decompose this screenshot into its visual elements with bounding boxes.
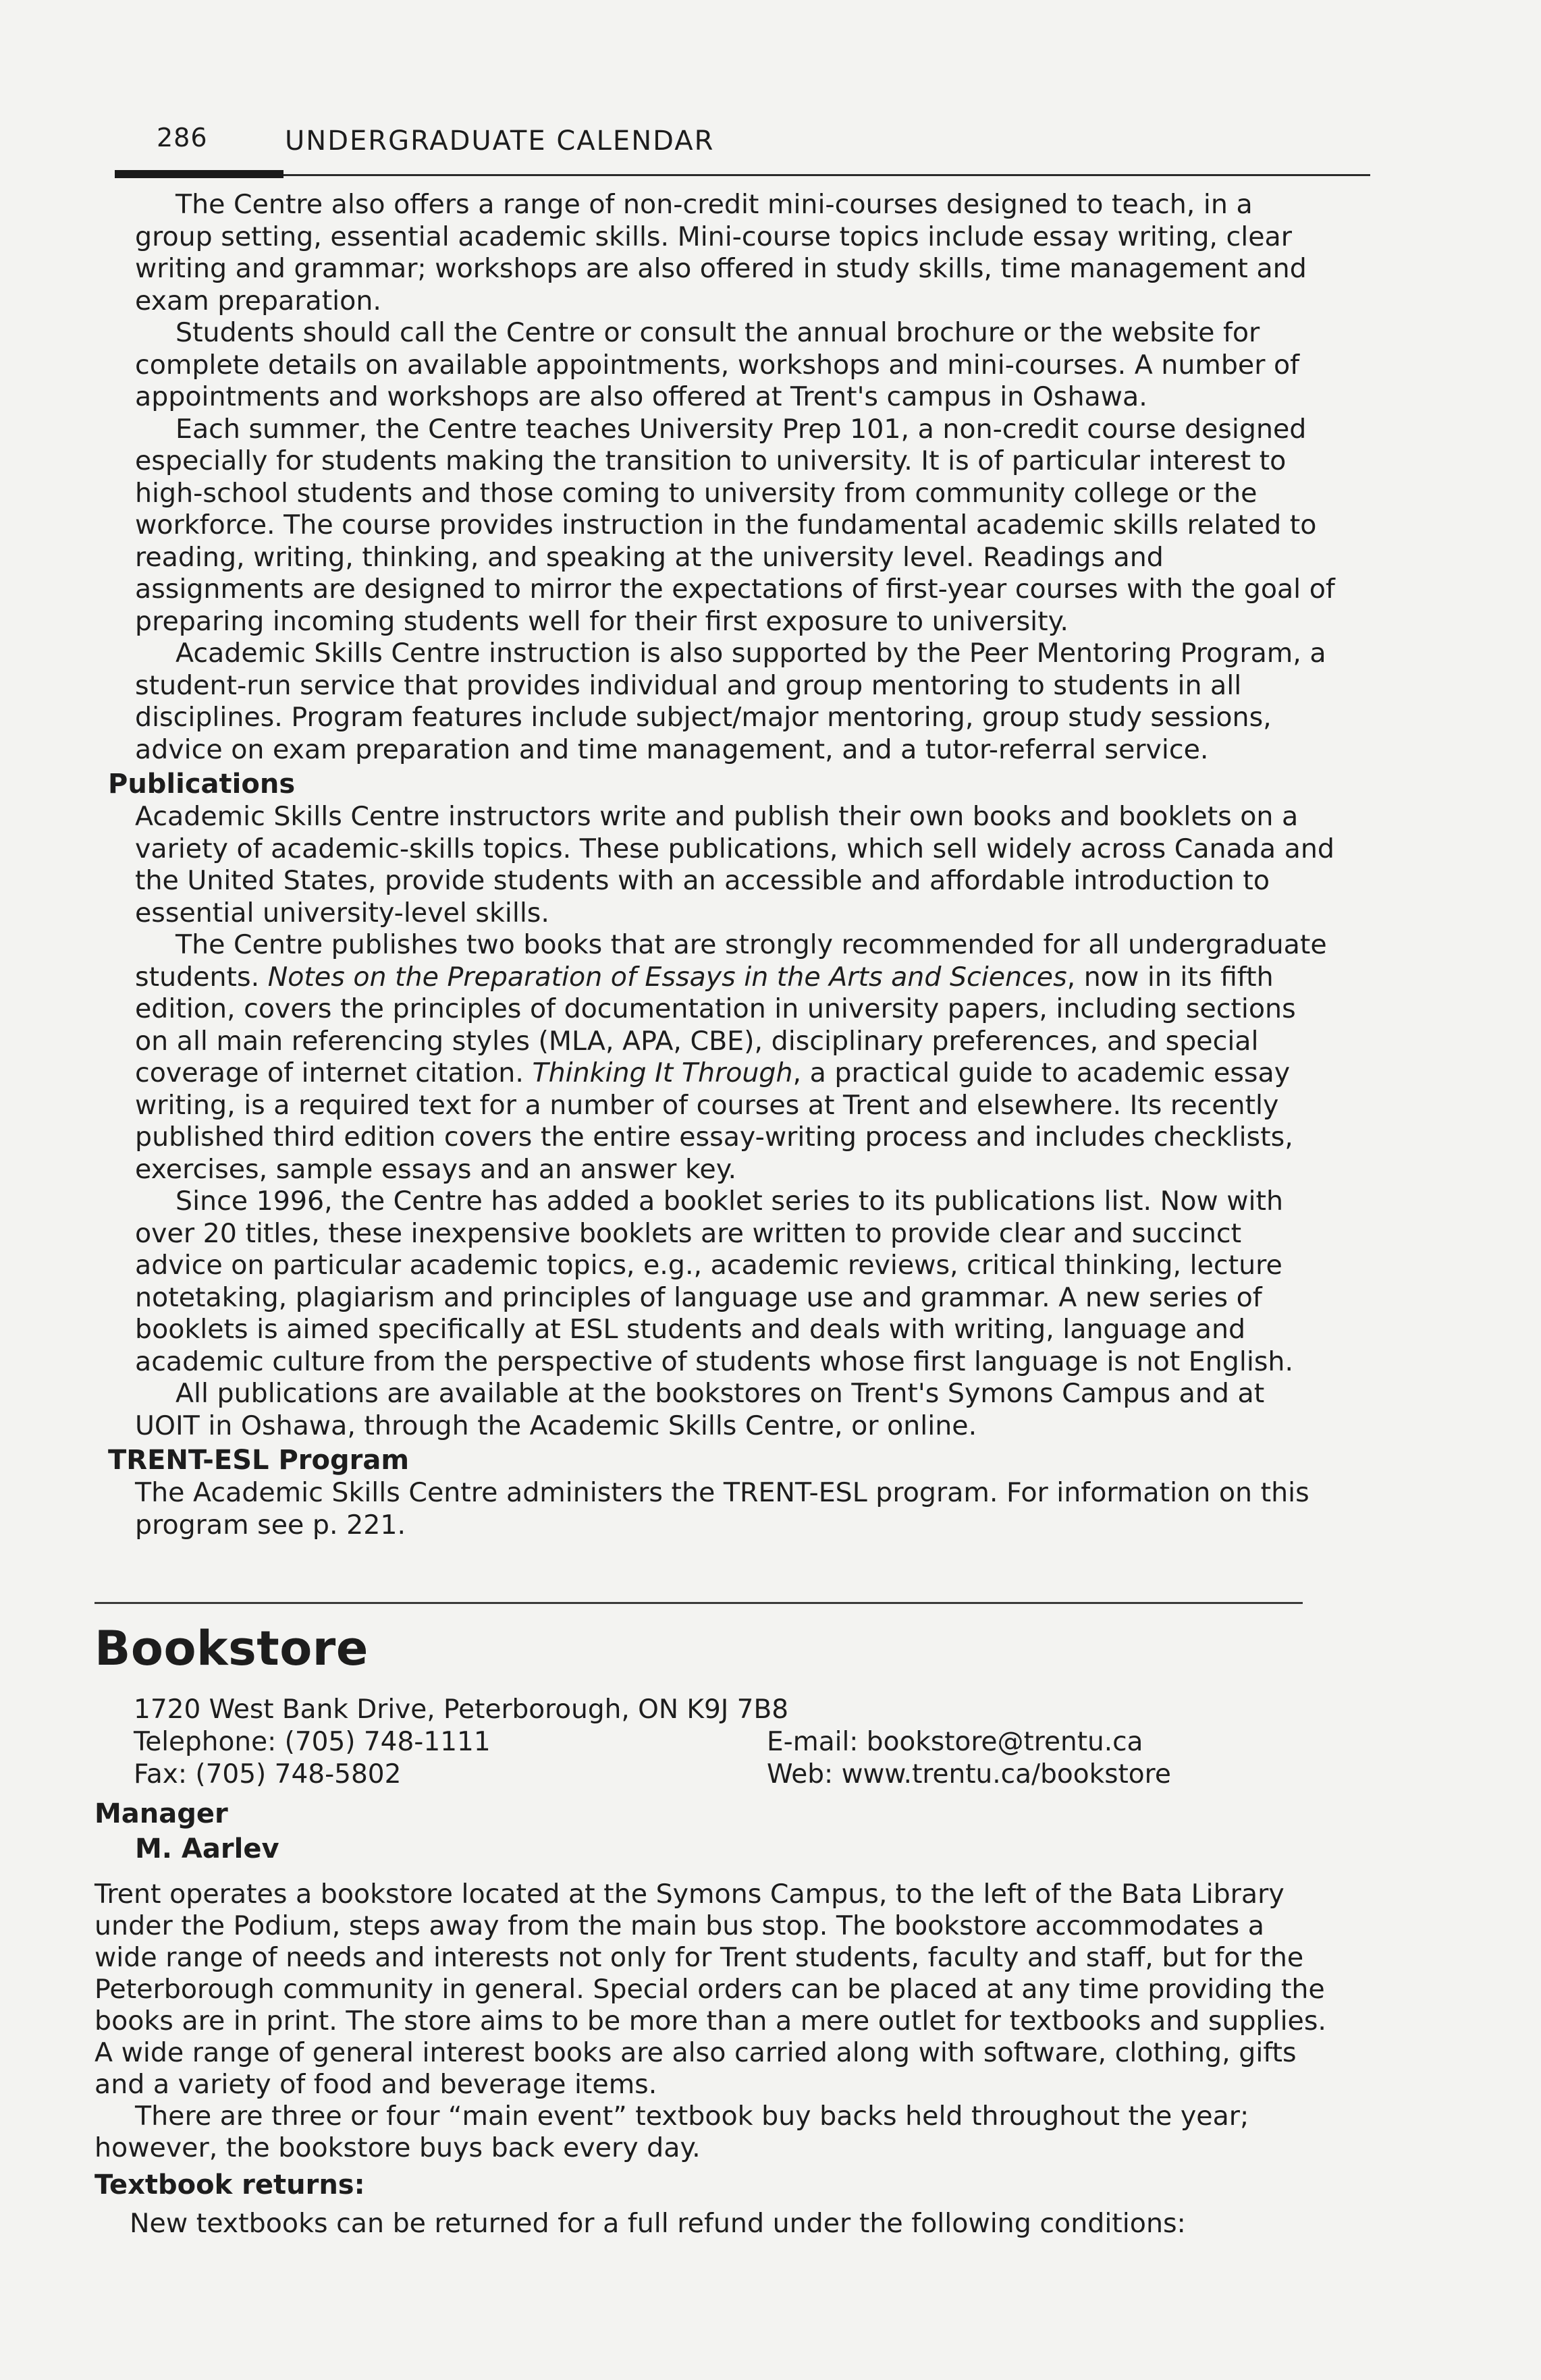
- calendar-title: UNDERGRADUATE CALENDAR: [285, 126, 715, 157]
- publications-paragraph-2: [135, 929, 1336, 1186]
- intro-paragraph-4: Academic Skills Centre instruction is also supported by the Peer Mentoring Program, a student-run service that provides individual and group mentoring to students in all disciplines. Program features include subject/major mentoring, group study sessions, advice on exam preparation and time management, and a tutor-referral service.: [135, 638, 1326, 765]
- textbook-returns-text: New textbooks can be returned for a full refund under the following conditions:: [130, 2208, 1186, 2239]
- manager-name: M. Aarlev: [135, 1833, 279, 1864]
- header-rule: [115, 174, 1370, 176]
- email: E-mail: bookstore@trentu.ca: [767, 1727, 1143, 1757]
- pub-p2-part-a: The Centre publishes two books that are strongly recommended for all undergraduate students.: [135, 929, 1327, 993]
- publications-paragraph-1: Academic Skills Centre instructors write and publish their own books and booklets on a variety of academic-skills topics. These publications, which sell widely across Canada and the United States, provide students with an accessible and affordable introduction to essential university-level skills.: [135, 801, 1334, 929]
- publications-paragraph-4: All publications are available at the bookstores on Trent's Symons Campus and at UOIT in Oshawa, through the Academic Skills Centre, or online.: [135, 1378, 1265, 1441]
- esl-heading: TRENT-ESL Program: [108, 1445, 409, 1476]
- fax: Fax: (705) 748-5802: [134, 1759, 402, 1790]
- page-number: 286: [157, 123, 208, 153]
- web: Web: www.trentu.ca/bookstore: [767, 1759, 1171, 1790]
- running-head: [115, 116, 1377, 177]
- section-divider: [94, 1602, 1303, 1604]
- intro-paragraph-3: Each summer, the Centre teaches University Prep 101, a non-credit course designed especially for students making the transition to university. It is of particular interest to high-school students and those coming to university from community college or the workforce. The course provides instruction in the fundamental academic skills related to reading, writing, thinking, and speaking at the university level. Readings and assignments are designed to mirror the expectations of first-year courses with the goal of preparing incoming students well for their first exposure to university.: [135, 413, 1335, 637]
- publications-heading: Publications: [108, 769, 296, 800]
- contact-right-column: [767, 1726, 1293, 1791]
- bookstore-paragraph-1: Trent operates a bookstore located at the Symons Campus, to the left of the Bata Library under the Podium, steps away from the main bus stop. The bookstore accommodates a wide range of needs and interests not only for Trent students, faculty and staff, but for the Peterborough community in general. Special orders can be placed at any time providing the books are in print. The store aims to be more than a mere outlet for textbooks and supplies. A wide range of general interest books are also carried along with software, clothing, gifts and a variety of food and beverage items.: [94, 1879, 1326, 2100]
- academic-skills-section: [108, 189, 1336, 1541]
- address: 1720 West Bank Drive, Peterborough, ON K9J 7B8: [134, 1694, 789, 1725]
- pub-p2-part-b: , now in its fifth edition, covers the principles of documentation in university papers, including sections on all main referencing styles (MLA, APA, CBE), disciplinary preferences, and special coverage of internet citation.: [135, 961, 1296, 1088]
- header-rule-accent: [115, 170, 283, 178]
- bookstore-paragraph-2: There are three or four “main event” textbook buy backs held throughout the year; however, the bookstore buys back every day.: [94, 2101, 1249, 2163]
- publications-paragraph-3: Since 1996, the Centre has added a booklet series to its publications list. Now with over 20 titles, these inexpensive booklets are written to provide clear and succinct advice on particular academic topics, e.g., academic reviews, critical thinking, lecture notetaking, plagiarism and principles of language use and grammar. A new series of booklets is aimed specifically at ESL students and deals with writing, language and academic culture from the perspective of students whose first language is not English.: [135, 1186, 1293, 1377]
- intro-paragraph-1: The Centre also offers a range of non-credit mini-courses designed to teach, in a group setting, essential academic skills. Mini-course topics include essay writing, clear writing and grammar; workshops are also offered in study skills, time management and exam preparation.: [135, 189, 1307, 316]
- bookstore-body: [94, 1879, 1330, 2240]
- pub-p2-part-c: , a practical guide to academic essay writing, is a required text for a number of courses at Trent and elsewhere. Its recently published third edition covers the entire essay-writing process and includes checklists, exercises, sample essays and an answer key.: [135, 1057, 1293, 1185]
- telephone: Telephone: (705) 748-1111: [134, 1727, 491, 1757]
- manager-block: [94, 1796, 279, 1866]
- bookstore-title: Bookstore: [94, 1621, 369, 1676]
- manager-heading: Manager: [94, 1798, 228, 1829]
- textbook-returns-heading: Textbook returns:: [94, 2169, 365, 2201]
- book-title-thinking: Thinking It Through: [532, 1057, 793, 1088]
- intro-paragraph-2: Students should call the Centre or consult the annual brochure or the website for complete details on available appointments, workshops and mini-courses. A number of appointments and workshops are also offered at Trent's campus in Oshawa.: [135, 317, 1300, 412]
- book-title-notes: Notes on the Preparation of Essays in the Arts and Sciences: [267, 961, 1067, 993]
- contact-left-column: [134, 1694, 789, 1791]
- esl-paragraph: The Academic Skills Centre administers the TRENT-ESL program. For information on this program see p. 221.: [135, 1477, 1309, 1541]
